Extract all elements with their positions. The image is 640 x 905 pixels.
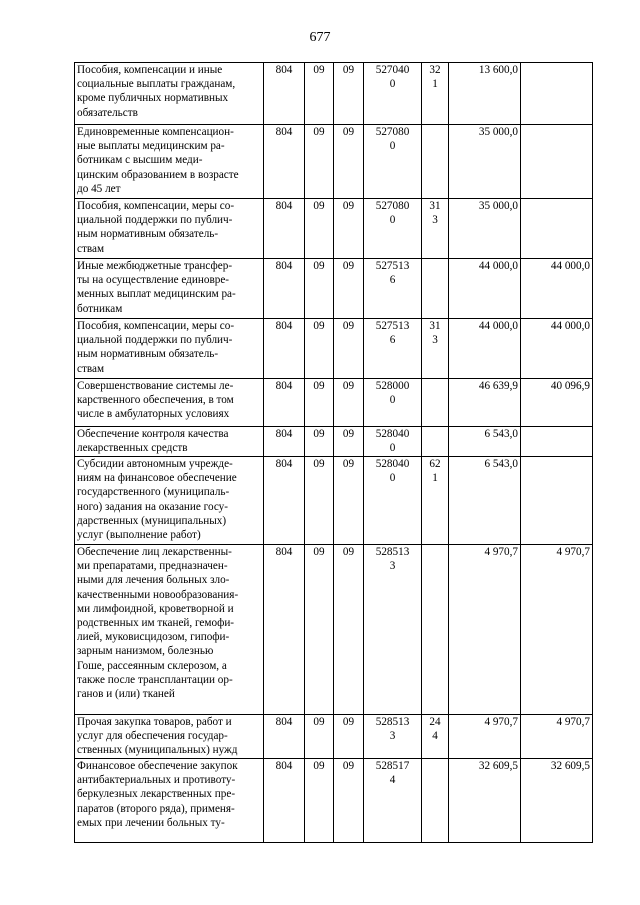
federal-amount-cell: 44 000,0 <box>521 259 593 319</box>
federal-amount-cell: 4 970,7 <box>521 715 593 759</box>
row-name-cell: Финансовое обеспечение закупок антибактериальных и противоту- беркулезных лекарственных пре- паратов (второго ряда), применя- емых при лечении больных ту- <box>75 759 264 843</box>
row-name-cell: Обеспечение лиц лекарственны- ми препаратами, предназначен- ными для лечения больных зло- качественными новообразования- ми лимфоидной, кроветворной и родственных им тканей, гемофи- лией, муковисцидозом, гипофи- зарным нанизмом, болезнью Гоше, рассеянным склерозом, а также после трансплантации ор- ганов и (или) тканей <box>75 545 264 715</box>
budget-table-body <box>75 63 593 843</box>
expense-type-cell: 31 3 <box>422 199 449 259</box>
subsection-code-cell: 09 <box>334 63 364 125</box>
ministry-code-cell: 804 <box>264 379 305 427</box>
amount-cell: 44 000,0 <box>449 319 521 379</box>
amount-cell: 32 609,5 <box>449 759 521 843</box>
expense-type-cell <box>422 545 449 715</box>
expense-type-cell <box>422 259 449 319</box>
row-name-cell: Совершенствование системы ле- карственного обеспечения, в том числе в амбулаторных условиях <box>75 379 264 427</box>
table-row <box>75 715 593 759</box>
row-name-cell: Пособия, компенсации, меры со- циальной поддержки по публич- ным нормативным обязатель- ствам <box>75 319 264 379</box>
expense-type-cell: 31 3 <box>422 319 449 379</box>
subsection-code-cell: 09 <box>334 319 364 379</box>
section-code-cell: 09 <box>305 259 334 319</box>
federal-amount-cell: 4 970,7 <box>521 545 593 715</box>
row-name-cell: Иные межбюджетные трансфер- ты на осуществление единовре- менных выплат медицинским ра- ботникам <box>75 259 264 319</box>
row-name-cell: Прочая закупка товаров, работ и услуг для обеспечения государ- ственных (муниципальных) нужд <box>75 715 264 759</box>
federal-amount-cell <box>521 63 593 125</box>
federal-amount-cell <box>521 199 593 259</box>
row-name-cell: Обеспечение контроля качества лекарственных средств <box>75 427 264 457</box>
section-code-cell: 09 <box>305 379 334 427</box>
section-code-cell: 09 <box>305 427 334 457</box>
table-row <box>75 125 593 199</box>
federal-amount-cell: 32 609,5 <box>521 759 593 843</box>
table-row <box>75 379 593 427</box>
budget-table <box>74 62 593 843</box>
table-row <box>75 457 593 545</box>
page-number: 677 <box>309 30 331 45</box>
row-name-cell: Пособия, компенсации и иные социальные выплаты гражданам, кроме публичных нормативных обязательств <box>75 63 264 125</box>
ministry-code-cell: 804 <box>264 125 305 199</box>
ministry-code-cell: 804 <box>264 259 305 319</box>
expense-type-cell: 24 4 <box>422 715 449 759</box>
ministry-code-cell: 804 <box>264 427 305 457</box>
row-name-cell: Единовременные компенсацион- ные выплаты медицинским ра- ботникам с высшим меди- цинским образованием в возрасте до 45 лет <box>75 125 264 199</box>
table-row <box>75 199 593 259</box>
section-code-cell: 09 <box>305 199 334 259</box>
federal-amount-cell <box>521 427 593 457</box>
amount-cell: 35 000,0 <box>449 125 521 199</box>
federal-amount-cell <box>521 125 593 199</box>
amount-cell: 6 543,0 <box>449 427 521 457</box>
subsection-code-cell: 09 <box>334 457 364 545</box>
ministry-code-cell: 804 <box>264 715 305 759</box>
section-code-cell: 09 <box>305 63 334 125</box>
expense-type-cell: 62 1 <box>422 457 449 545</box>
section-code-cell: 09 <box>305 457 334 545</box>
target-article-cell: 527040 0 <box>364 63 422 125</box>
row-name-cell: Субсидии автономным учрежде- ниям на финансовое обеспечение государственного (муниципаль- ного) задания на оказание госу- дарственных (муниципальных) услуг (выполнение работ) <box>75 457 264 545</box>
section-code-cell: 09 <box>305 545 334 715</box>
expense-type-cell <box>422 125 449 199</box>
expense-type-cell: 32 1 <box>422 63 449 125</box>
table-row <box>75 759 593 843</box>
ministry-code-cell: 804 <box>264 545 305 715</box>
federal-amount-cell <box>521 457 593 545</box>
table-row <box>75 63 593 125</box>
target-article-cell: 528040 0 <box>364 427 422 457</box>
expense-type-cell <box>422 379 449 427</box>
amount-cell: 46 639,9 <box>449 379 521 427</box>
target-article-cell: 528513 3 <box>364 715 422 759</box>
subsection-code-cell: 09 <box>334 259 364 319</box>
ministry-code-cell: 804 <box>264 457 305 545</box>
federal-amount-cell: 40 096,9 <box>521 379 593 427</box>
section-code-cell: 09 <box>305 759 334 843</box>
amount-cell: 4 970,7 <box>449 545 521 715</box>
target-article-cell: 528513 3 <box>364 545 422 715</box>
subsection-code-cell: 09 <box>334 759 364 843</box>
ministry-code-cell: 804 <box>264 63 305 125</box>
amount-cell: 6 543,0 <box>449 457 521 545</box>
expense-type-cell <box>422 427 449 457</box>
target-article-cell: 527513 6 <box>364 319 422 379</box>
amount-cell: 44 000,0 <box>449 259 521 319</box>
subsection-code-cell: 09 <box>334 379 364 427</box>
row-name-cell: Пособия, компенсации, меры со- циальной поддержки по публич- ным нормативным обязатель- ствам <box>75 199 264 259</box>
subsection-code-cell: 09 <box>334 715 364 759</box>
subsection-code-cell: 09 <box>334 125 364 199</box>
target-article-cell: 527513 6 <box>364 259 422 319</box>
table-row <box>75 545 593 715</box>
section-code-cell: 09 <box>305 319 334 379</box>
federal-amount-cell: 44 000,0 <box>521 319 593 379</box>
subsection-code-cell: 09 <box>334 545 364 715</box>
table-row <box>75 427 593 457</box>
amount-cell: 35 000,0 <box>449 199 521 259</box>
subsection-code-cell: 09 <box>334 199 364 259</box>
subsection-code-cell: 09 <box>334 427 364 457</box>
amount-cell: 4 970,7 <box>449 715 521 759</box>
amount-cell: 13 600,0 <box>449 63 521 125</box>
target-article-cell: 528040 0 <box>364 457 422 545</box>
ministry-code-cell: 804 <box>264 199 305 259</box>
target-article-cell: 528000 0 <box>364 379 422 427</box>
section-code-cell: 09 <box>305 715 334 759</box>
expense-type-cell <box>422 759 449 843</box>
target-article-cell: 527080 0 <box>364 199 422 259</box>
target-article-cell: 527080 0 <box>364 125 422 199</box>
ministry-code-cell: 804 <box>264 319 305 379</box>
ministry-code-cell: 804 <box>264 759 305 843</box>
target-article-cell: 528517 4 <box>364 759 422 843</box>
table-row <box>75 259 593 319</box>
table-row <box>75 319 593 379</box>
section-code-cell: 09 <box>305 125 334 199</box>
